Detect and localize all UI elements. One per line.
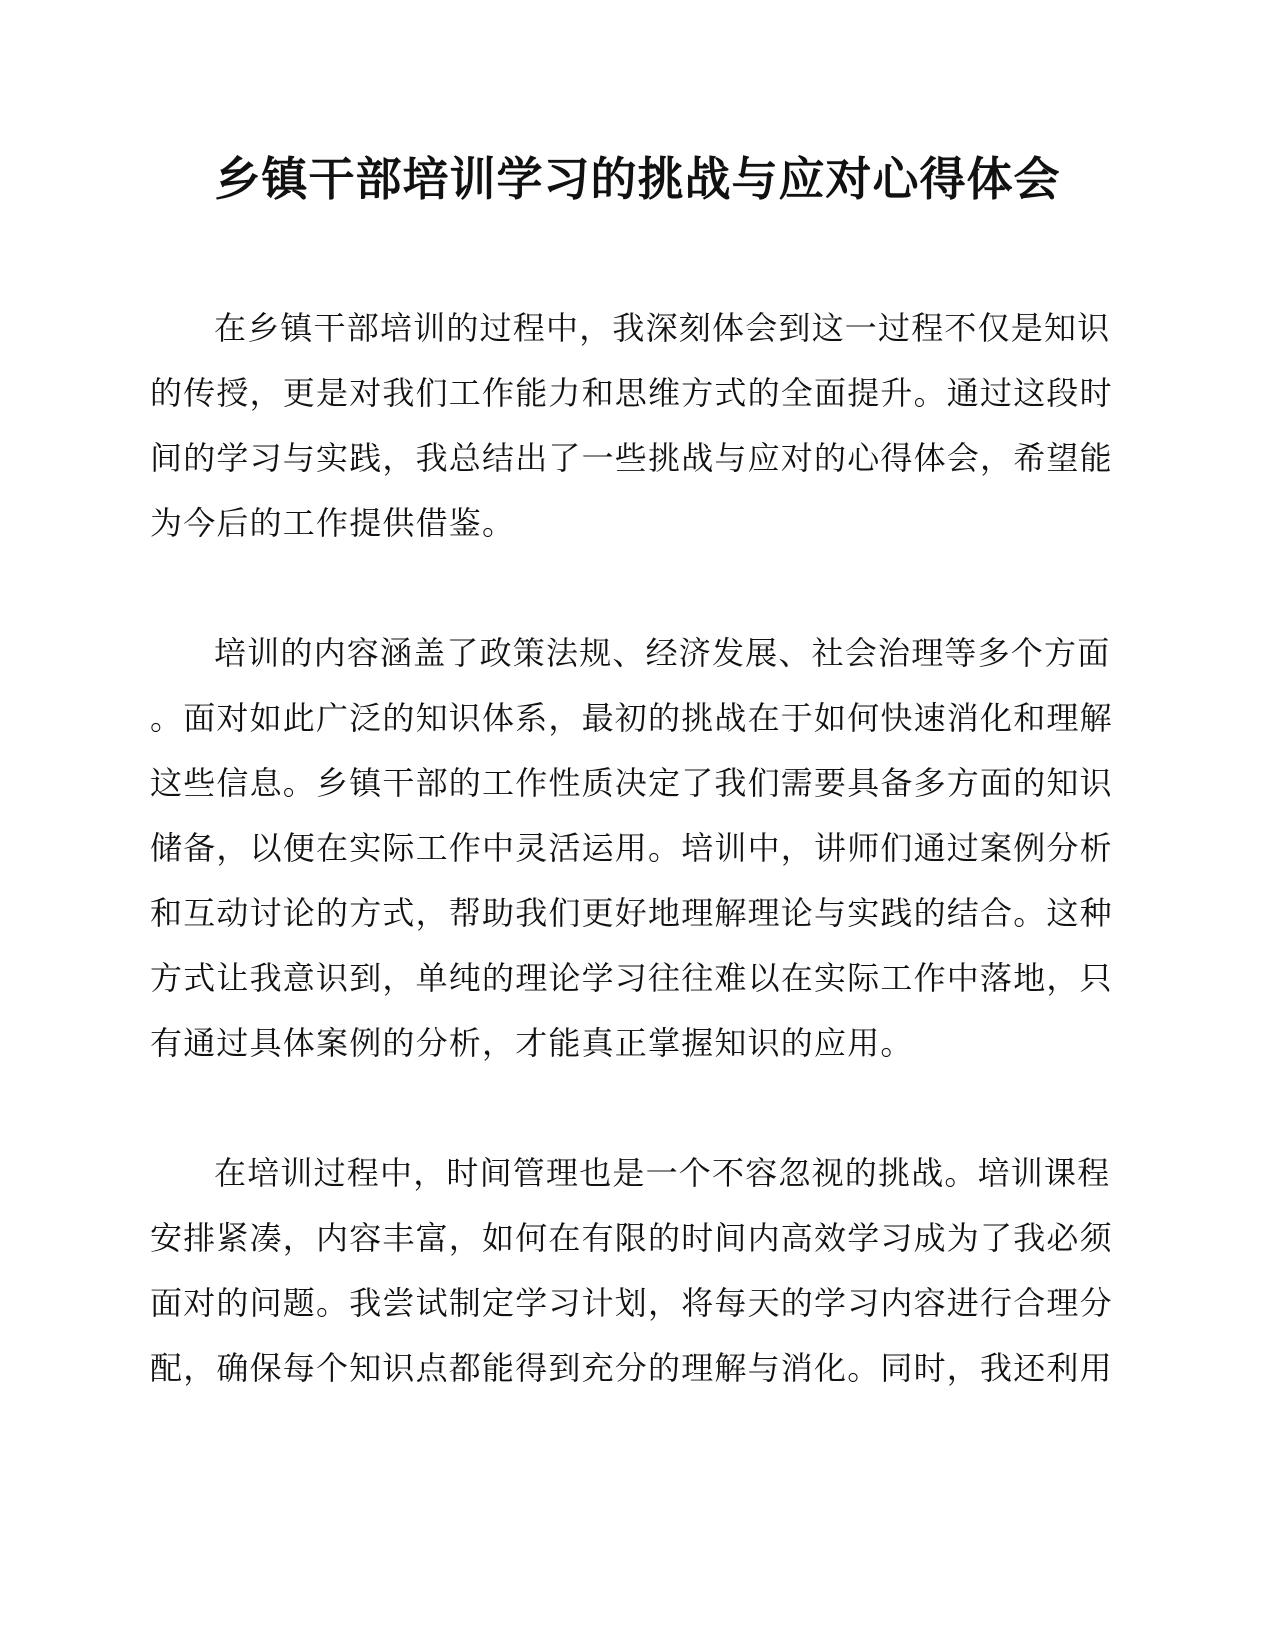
paragraph-line: 间的学习与实践，我总结出了一些挑战与应对的心得体会，希望能 [150, 439, 1113, 477]
paragraph-line: 面对的问题。我尝试制定学习计划，将每天的学习内容进行合理分 [150, 1284, 1113, 1322]
document-body [150, 296, 1118, 1466]
paragraph-line: 培训的内容涵盖了政策法规、经济发展、社会治理等多个方面 [214, 634, 1111, 672]
paragraph-line: 配，确保每个知识点都能得到充分的理解与消化。同时，我还利用 [150, 1349, 1113, 1387]
paragraph-line: 的传授，更是对我们工作能力和思维方式的全面提升。通过这段时 [150, 374, 1113, 412]
document-title: 乡镇干部培训学习的挑战与应对心得体会 [214, 152, 1061, 206]
paragraph-line: 。面对如此广泛的知识体系，最初的挑战在于如何快速消化和理解 [150, 699, 1113, 737]
paragraph-line: 和互动讨论的方式，帮助我们更好地理解理论与实践的结合。这种 [150, 894, 1113, 932]
paragraph-line: 这些信息。乡镇干部的工作性质决定了我们需要具备多方面的知识 [150, 764, 1113, 802]
paragraph-line: 在培训过程中，时间管理也是一个不容忽视的挑战。培训课程 [214, 1154, 1111, 1192]
paragraph-line: 有通过具体案例的分析，才能真正掌握知识的应用。 [150, 1024, 914, 1062]
paragraph-line: 在乡镇干部培训的过程中，我深刻体会到这一过程不仅是知识 [214, 309, 1111, 347]
paragraph-line: 为今后的工作提供借鉴。 [150, 504, 516, 542]
paragraph-1 [150, 296, 1118, 556]
paragraph-3 [150, 1141, 1118, 1401]
paragraph-line: 安排紧凑，内容丰富，如何在有限的时间内高效学习成为了我必须 [150, 1219, 1113, 1257]
paragraph-line: 储备，以便在实际工作中灵活运用。培训中，讲师们通过案例分析 [150, 829, 1113, 867]
paragraph-2 [150, 621, 1118, 1076]
paragraph-line: 方式让我意识到，单纯的理论学习往往难以在实际工作中落地，只 [150, 959, 1113, 997]
